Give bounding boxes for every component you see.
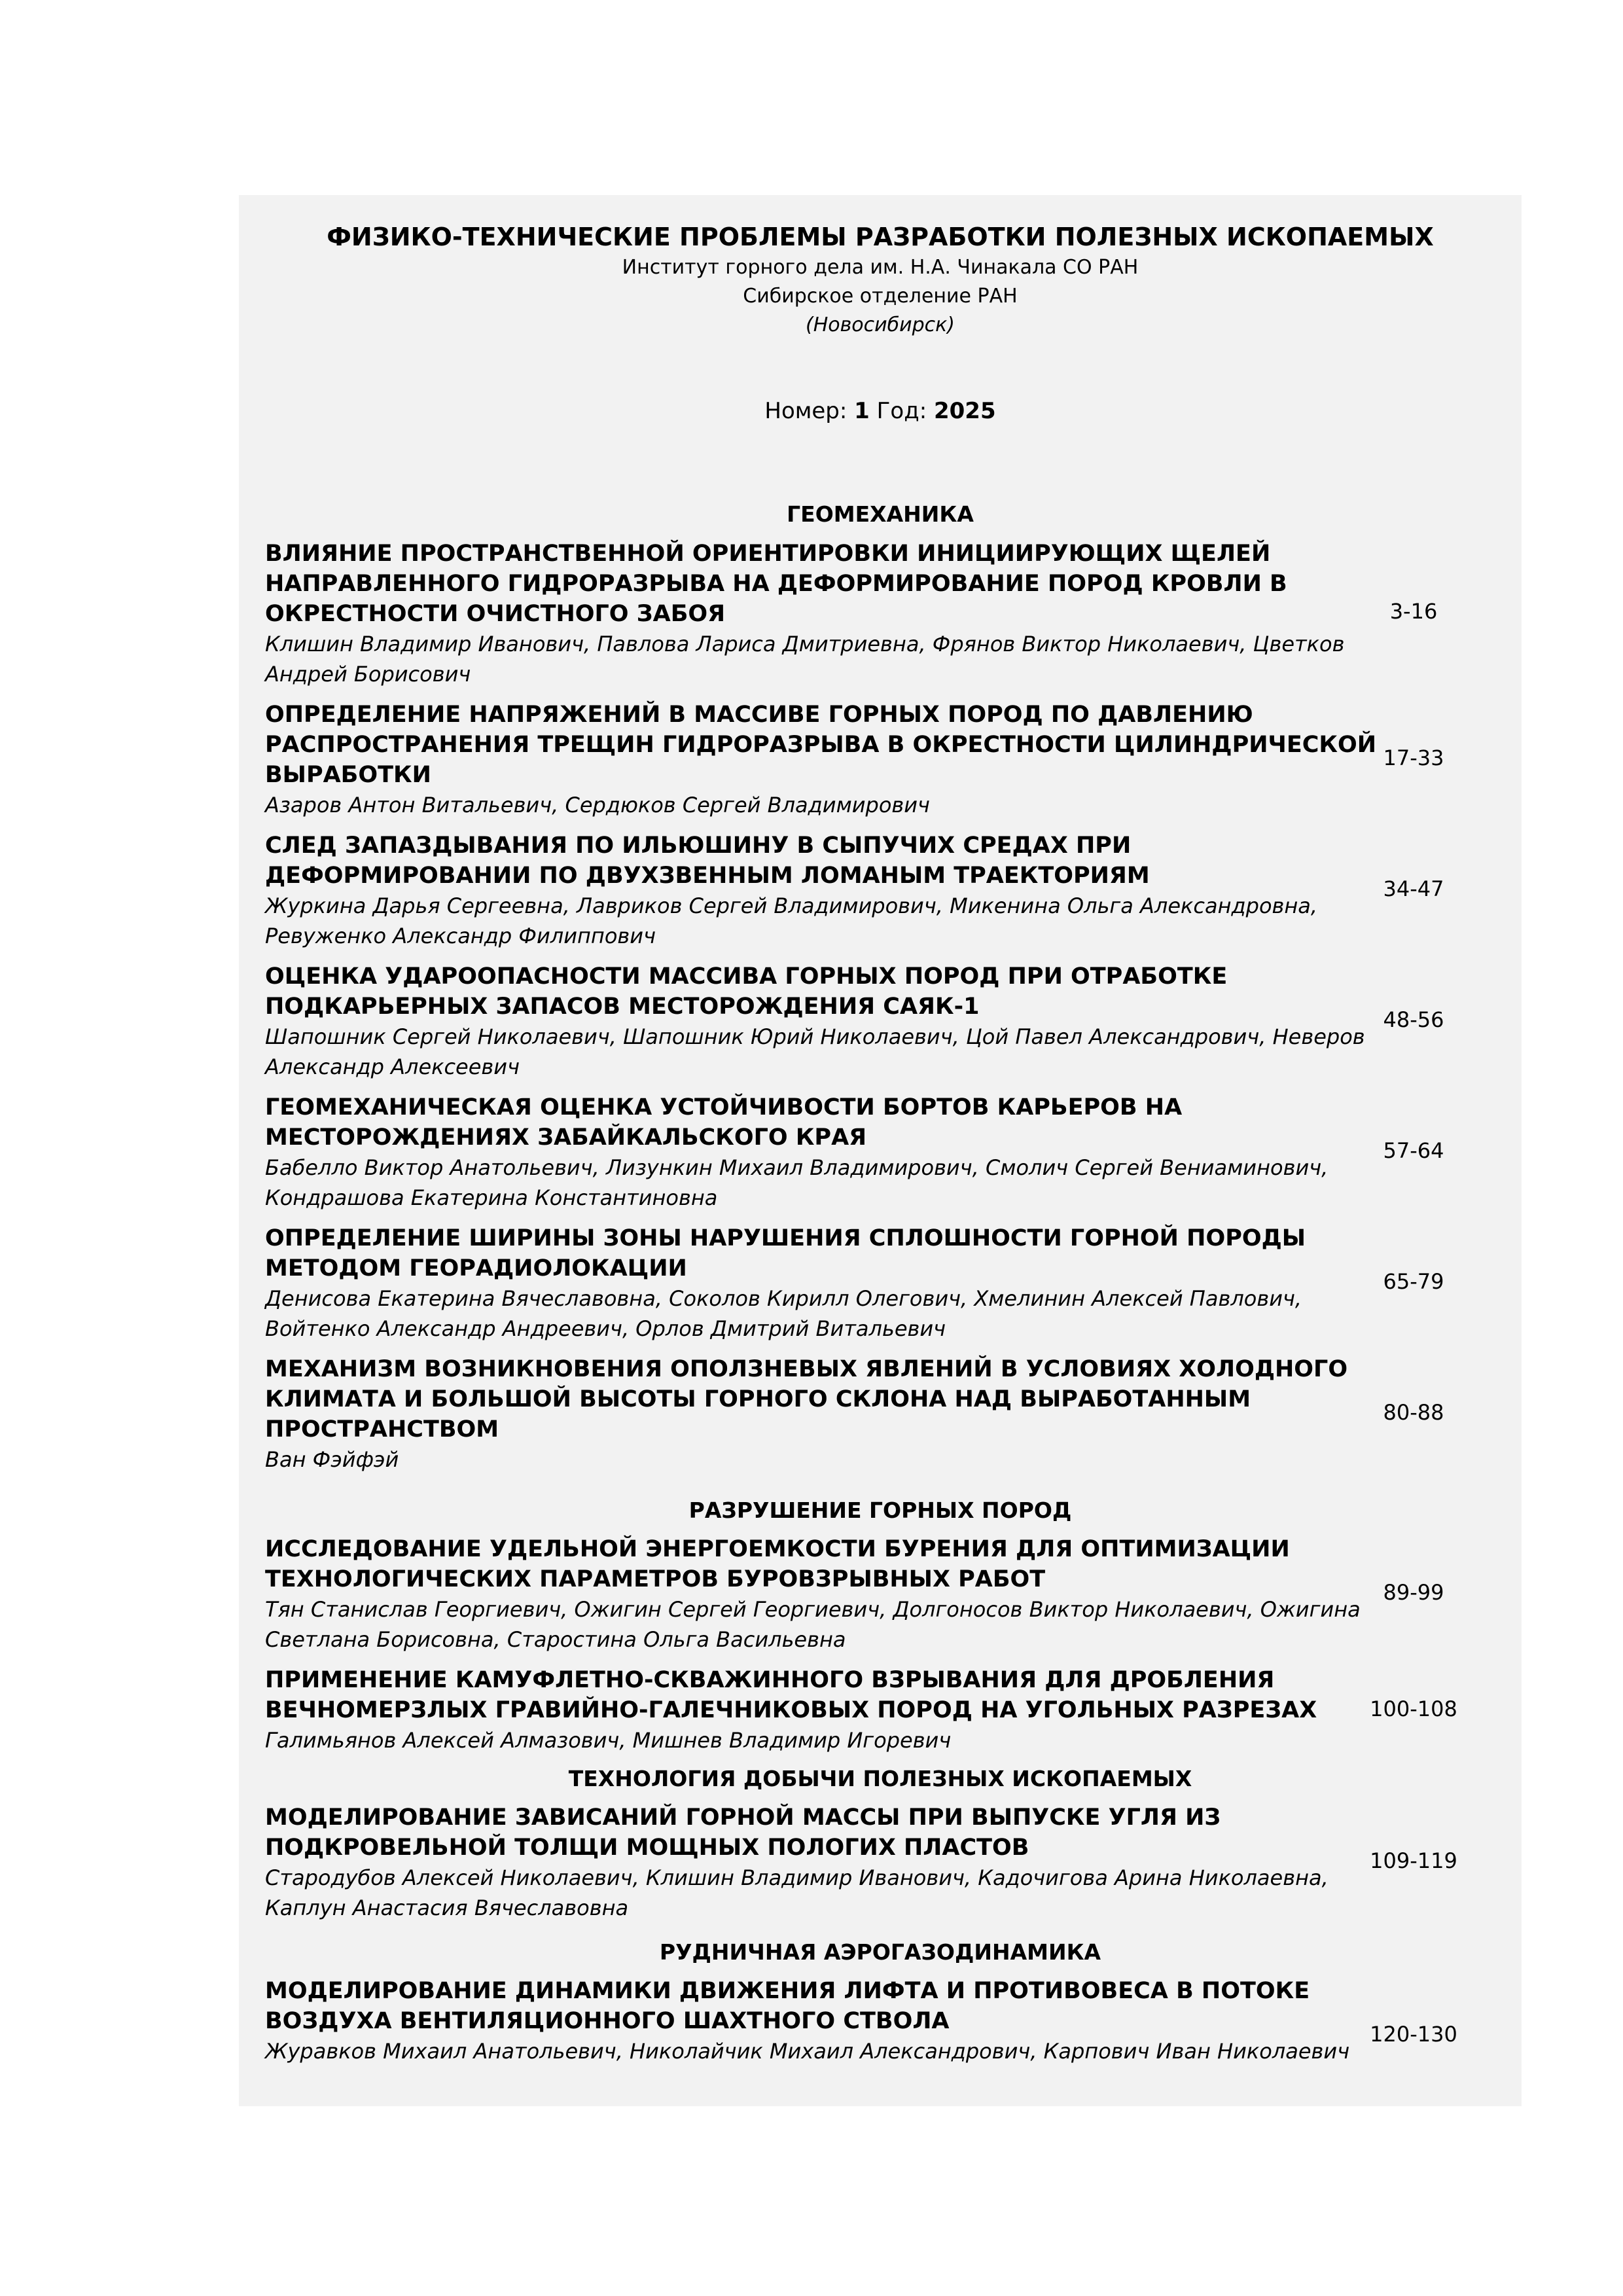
article-pages: 34-47	[1383, 876, 1444, 901]
article-pages: 109-119	[1370, 1848, 1457, 1873]
article-entry[interactable]	[265, 1354, 1456, 1475]
article-title[interactable]: ВЛИЯНИЕ ПРОСТРАНСТВЕННОЙ ОРИЕНТИРОВКИ ИНИЦИИРУЮЩИХ ЩЕЛЕЙ НАПРАВЛЕННОГО ГИДРОРАЗРЫВА НА ДЕФОРМИРОВАНИЕ ПОРОД КРОВЛИ В ОКРЕСТНОСТИ ОЧИСТНОГО ЗАБОЯ	[265, 541, 1287, 627]
article-pages: 65-79	[1383, 1269, 1444, 1294]
branch-name: Сибирское отделение РАН	[743, 285, 1018, 308]
section-title: ГЕОМЕХАНИКА	[787, 501, 974, 527]
article-authors: Бабелло Виктор Анатольевич, Лизункин Михаил Владимирович, Смолич Сергей Вениаминович, Кондрашова Екатерина Константиновна	[265, 1155, 1329, 1210]
article-title[interactable]: МОДЕЛИРОВАНИЕ ДИНАМИКИ ДВИЖЕНИЯ ЛИФТА И ПРОТИВОВЕСА В ПОТОКЕ ВОЗДУХА ВЕНТИЛЯЦИОННОГО ШАХТНОГО СТВОЛА	[265, 1978, 1310, 2034]
article-pages: 100-108	[1370, 1696, 1457, 1721]
article-entry[interactable]	[265, 831, 1456, 951]
journal-title: ФИЗИКО-ТЕХНИЧЕСКИЕ ПРОБЛЕМЫ РАЗРАБОТКИ ПОЛЕЗНЫХ ИСКОПАЕМЫХ	[327, 223, 1434, 251]
article-entry[interactable]	[265, 1976, 1456, 2066]
article-pages: 120-130	[1370, 2022, 1457, 2047]
contents-panel	[239, 195, 1522, 2106]
article-pages: 48-56	[1383, 1007, 1444, 1032]
article-authors: Стародубов Алексей Николаевич, Клишин Владимир Иванович, Кадочигова Арина Николаевна, Каплун Анастасия Вячеславовна	[265, 1865, 1329, 1920]
article-entry[interactable]	[265, 1665, 1456, 1755]
issue-number-label: Номер:	[764, 398, 847, 424]
article-authors: Галимьянов Алексей Алмазович, Мишнев Владимир Игоревич	[265, 1728, 952, 1753]
institute-name: Институт горного дела им. Н.А. Чинакала СО РАН	[622, 256, 1139, 279]
city-name: (Новосибирск)	[805, 314, 955, 336]
section-title: РУДНИЧНАЯ АЭРОГАЗОДИНАМИКА	[659, 1939, 1101, 1965]
article-pages: 89-99	[1383, 1580, 1444, 1605]
article-pages: 17-33	[1383, 745, 1444, 770]
article-title[interactable]: ГЕОМЕХАНИЧЕСКАЯ ОЦЕНКА УСТОЙЧИВОСТИ БОРТОВ КАРЬЕРОВ НА МЕСТОРОЖДЕНИЯХ ЗАБАЙКАЛЬСКОГО КРАЯ	[265, 1094, 1183, 1151]
section-title: РАЗРУШЕНИЕ ГОРНЫХ ПОРОД	[688, 1498, 1072, 1523]
article-pages: 3-16	[1389, 599, 1438, 624]
issue-year: 2025	[933, 398, 996, 424]
article-authors: Тян Станислав Георгиевич, Ожигин Сергей Георгиевич, Долгоносов Виктор Николаевич, Ожигина Светлана Борисовна, Старостина Ольга Васильевна	[265, 1597, 1361, 1652]
article-title[interactable]: СЛЕД ЗАПАЗДЫВАНИЯ ПО ИЛЬЮШИНУ В СЫПУЧИХ СРЕДАХ ПРИ ДЕФОРМИРОВАНИИ ПО ДВУХЗВЕННЫМ ЛОМАНЫМ ТРАЕКТОРИЯМ	[265, 833, 1150, 889]
article-entry[interactable]	[265, 1534, 1456, 1655]
article-title[interactable]: ОПРЕДЕЛЕНИЕ ШИРИНЫ ЗОНЫ НАРУШЕНИЯ СПЛОШНОСТИ ГОРНОЙ ПОРОДЫ МЕТОДОМ ГЕОРАДИОЛОКАЦИИ	[265, 1225, 1306, 1282]
issue-year-label: Год:	[876, 398, 927, 424]
issue-info	[239, 398, 1522, 424]
article-authors: Журкина Дарья Сергеевна, Лавриков Сергей Владимирович, Микенина Ольга Александровна, Ревуженко Александр Филиппович	[265, 893, 1318, 948]
section-title: ТЕХНОЛОГИЯ ДОБЫЧИ ПОЛЕЗНЫХ ИСКОПАЕМЫХ	[568, 1766, 1192, 1791]
article-title[interactable]: ПРИМЕНЕНИЕ КАМУФЛЕТНО-СКВАЖИННОГО ВЗРЫВАНИЯ ДЛЯ ДРОБЛЕНИЯ ВЕЧНОМЕРЗЛЫХ ГРАВИЙНО-ГАЛЕЧНИКОВЫХ ПОРОД НА УГОЛЬНЫХ РАЗРЕЗАХ	[265, 1667, 1317, 1723]
article-title[interactable]: ОПРЕДЕЛЕНИЕ НАПРЯЖЕНИЙ В МАССИВЕ ГОРНЫХ ПОРОД ПО ДАВЛЕНИЮ РАСПРОСТРАНЕНИЯ ТРЕЩИН ГИДРОРАЗРЫВА В ОКРЕСТНОСТИ ЦИЛИНДРИЧЕСКОЙ ВЫРАБОТКИ	[265, 702, 1377, 788]
article-entry[interactable]	[265, 539, 1456, 689]
article-authors: Клишин Владимир Иванович, Павлова Лариса Дмитриевна, Фрянов Виктор Николаевич, Цветков Андрей Борисович	[265, 632, 1345, 687]
article-title[interactable]: ОЦЕНКА УДАРООПАСНОСТИ МАССИВА ГОРНЫХ ПОРОД ПРИ ОТРАБОТКЕ ПОДКАРЬЕРНЫХ ЗАПАСОВ МЕСТОРОЖДЕНИЯ САЯК-1	[265, 963, 1228, 1020]
article-pages: 80-88	[1383, 1400, 1444, 1425]
article-title[interactable]: ИССЛЕДОВАНИЕ УДЕЛЬНОЙ ЭНЕРГОЕМКОСТИ БУРЕНИЯ ДЛЯ ОПТИМИЗАЦИИ ТЕХНОЛОГИЧЕСКИХ ПАРАМЕТРОВ БУРОВЗРЫВНЫХ РАБОТ	[265, 1536, 1290, 1592]
article-pages: 57-64	[1383, 1138, 1444, 1163]
article-authors: Денисова Екатерина Вячеславовна, Соколов Кирилл Олегович, Хмелинин Алексей Павлович, Войтенко Александр Андреевич, Орлов Дмитрий Витальевич	[265, 1286, 1302, 1341]
article-entry[interactable]	[265, 1803, 1456, 1923]
article-authors: Шапошник Сергей Николаевич, Шапошник Юрий Николаевич, Цой Павел Александрович, Неверов Александр Алексеевич	[265, 1024, 1365, 1079]
article-entry[interactable]	[265, 1092, 1456, 1213]
article-authors: Азаров Антон Витальевич, Сердюков Сергей Владимирович	[265, 793, 930, 817]
article-entry[interactable]	[265, 700, 1456, 820]
article-entry[interactable]	[265, 1223, 1456, 1344]
article-authors: Журавков Михаил Анатольевич, Николайчик Михаил Александрович, Карпович Иван Николаевич	[265, 2039, 1350, 2064]
issue-number: 1	[854, 398, 870, 424]
article-entry[interactable]	[265, 961, 1456, 1082]
article-title[interactable]: МЕХАНИЗМ ВОЗНИКНОВЕНИЯ ОПОЛЗНЕВЫХ ЯВЛЕНИЙ В УСЛОВИЯХ ХОЛОДНОГО КЛИМАТА И БОЛЬШОЙ ВЫСОТЫ ГОРНОГО СКЛОНА НАД ВЫРАБОТАННЫМ ПРОСТРАНСТВОМ	[265, 1356, 1348, 1443]
article-authors: Ван Фэйфэй	[265, 1447, 399, 1472]
article-title[interactable]: МОДЕЛИРОВАНИЕ ЗАВИСАНИЙ ГОРНОЙ МАССЫ ПРИ ВЫПУСКЕ УГЛЯ ИЗ ПОДКРОВЕЛЬНОЙ ТОЛЩИ МОЩНЫХ ПОЛОГИХ ПЛАСТОВ	[265, 1804, 1221, 1861]
